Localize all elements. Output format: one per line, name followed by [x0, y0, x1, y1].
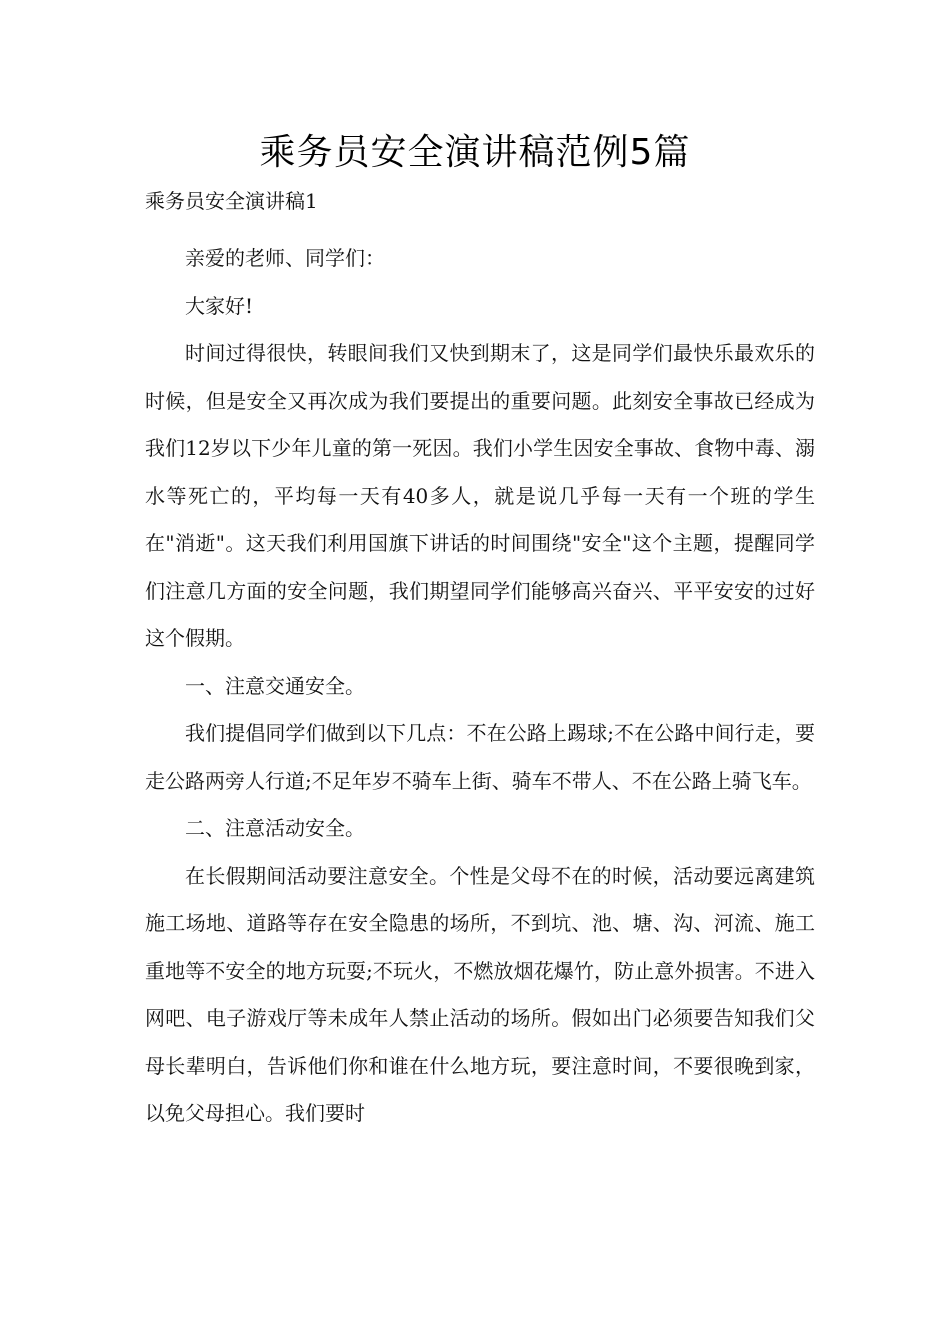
document-body — [145, 235, 815, 1138]
greeting-paragraph: 亲爱的老师、同学们： — [185, 246, 385, 270]
document-title: 乘务员安全演讲稿范例5篇 — [259, 132, 691, 173]
section-heading-traffic: 一、注意交通安全。 — [185, 673, 365, 698]
body-paragraph: 我们提倡同学们做到以下几点：不在公路上踢球;不在公路中间行走，要走公路两旁人行道;不足年岁不骑车上街、骑车不带人、不在公路上骑飞车。 — [145, 721, 815, 793]
section-heading: 乘务员安全演讲稿1 — [145, 189, 318, 213]
salutation-paragraph: 大家好! — [185, 293, 254, 318]
section-heading-activity: 二、注意活动安全。 — [185, 816, 365, 840]
body-paragraph: 时间过得很快，转眼间我们又快到期末了，这是同学们最快乐最欢乐的时候，但是安全又再次成为我们要提出的重要问题。此刻安全事故已经成为我们12岁以下少年儿童的第一死因。我们小学生因安全事故、食物中毒、溺水等死亡的，平均每一天有40多人，就是说几乎每一天有一个班的学生在"消逝"。这天我们利用国旗下讲话的时间围绕"安全"这个主题，提醒同学们注意几方面的安全问题，我们期望同学们能够高兴奋兴、平平安安的过好这个假期。 — [145, 341, 815, 650]
body-paragraph: 在长假期间活动要注意安全。个性是父母不在的时候，活动要远离建筑施工场地、道路等存在安全隐患的场所，不到坑、池、塘、沟、河流、施工重地等不安全的地方玩耍;不玩火，不燃放烟花爆竹，防止意外损害。不进入网吧、电子游戏厅等未成年人禁止活动的场所。假如出门必须要告知我们父母长辈明白，告诉他们你和谁在什么地方玩，要注意时间，不要很晚到家，以免父母担心。我们要时 — [145, 863, 815, 1125]
